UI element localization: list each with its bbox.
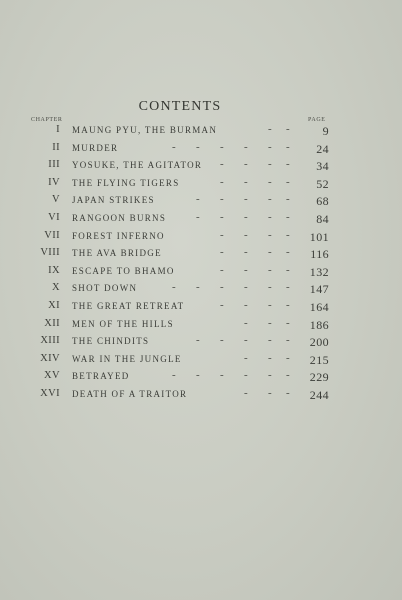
dot-leader: - xyxy=(268,298,272,311)
dot-leader: - xyxy=(286,193,290,206)
page-column-header: PAGE xyxy=(308,117,326,123)
chapter-number: I xyxy=(56,124,60,135)
chapter-number: X xyxy=(52,282,60,294)
dot-leader: - xyxy=(286,351,290,364)
dot-leader: - xyxy=(268,369,272,382)
dot-leader: - xyxy=(268,351,272,364)
chapter-number: XI xyxy=(48,299,60,311)
dot-leader: - xyxy=(244,175,248,188)
dot-leader: - xyxy=(220,175,224,188)
page-number: 101 xyxy=(309,229,329,244)
toc-entry xyxy=(0,300,402,318)
dot-leader: - xyxy=(220,228,224,241)
page-number: 24 xyxy=(316,141,329,156)
page-number: 147 xyxy=(309,282,329,297)
chapter-title: RANGOON BURNS xyxy=(72,212,167,223)
dot-leader: - xyxy=(268,210,272,223)
chapter-title: THE CHINDITS xyxy=(72,336,150,347)
dot-leader: - xyxy=(244,246,248,259)
dot-leader: - xyxy=(220,334,224,347)
toc-entry xyxy=(0,318,402,336)
dot-leader: - xyxy=(172,369,176,382)
chapter-number: IX xyxy=(48,264,60,276)
toc-entry xyxy=(0,194,402,212)
dot-leader: - xyxy=(244,316,248,329)
page-number: 68 xyxy=(316,194,329,209)
chapter-number: V xyxy=(52,194,60,206)
dot-leader: - xyxy=(268,140,272,153)
chapter-number: XIII xyxy=(40,335,60,347)
chapter-title: THE AVA BRIDGE xyxy=(72,248,162,259)
page-number: 34 xyxy=(316,159,329,174)
dot-leader: - xyxy=(244,334,248,347)
dot-leader: - xyxy=(220,193,224,206)
dot-leader: - xyxy=(244,263,248,276)
chapter-title: FOREST INFERNO xyxy=(72,230,165,241)
dot-leader: - xyxy=(244,386,248,399)
dot-leader: - xyxy=(196,281,200,294)
dot-leader: - xyxy=(268,316,272,329)
page-number: 200 xyxy=(309,335,329,350)
toc-entry xyxy=(0,247,402,265)
chapter-title: ESCAPE TO BHAMO xyxy=(72,265,175,276)
dot-leader: - xyxy=(268,123,272,135)
toc-entry xyxy=(0,124,402,142)
page-number: 215 xyxy=(309,352,329,367)
chapter-title: THE FLYING TIGERS xyxy=(72,177,180,188)
dot-leader: - xyxy=(286,281,290,294)
dot-leader: - xyxy=(268,386,272,399)
dot-leader: - xyxy=(286,175,290,188)
dot-leader: - xyxy=(220,298,224,311)
chapter-title: SHOT DOWN xyxy=(72,283,138,294)
page-number: 52 xyxy=(316,176,329,191)
dot-leader: - xyxy=(220,210,224,223)
dot-leader: - xyxy=(286,369,290,382)
toc-entry xyxy=(0,353,402,371)
chapter-number: VII xyxy=(44,229,60,241)
dot-leader: - xyxy=(286,298,290,311)
page-number: 164 xyxy=(309,299,329,314)
page-number: 244 xyxy=(309,387,329,402)
chapter-number: XVI xyxy=(40,387,60,399)
dot-leader: - xyxy=(196,193,200,206)
dot-leader: - xyxy=(244,210,248,223)
chapter-number: VI xyxy=(48,211,60,223)
chapter-title: MAUNG PYU, THE BURMAN xyxy=(72,125,218,135)
toc-entry xyxy=(0,212,402,230)
dot-leader: - xyxy=(268,334,272,347)
toc-entry xyxy=(0,142,402,160)
toc-entry xyxy=(0,230,402,248)
page-number: 229 xyxy=(309,370,329,385)
toc-entry xyxy=(0,370,402,388)
dot-leader: - xyxy=(268,281,272,294)
dot-leader: - xyxy=(268,246,272,259)
dot-leader: - xyxy=(286,140,290,153)
dot-leader: - xyxy=(220,263,224,276)
dot-leader: - xyxy=(286,228,290,241)
chapter-number: XII xyxy=(44,317,60,329)
dot-leader: - xyxy=(196,369,200,382)
page-number: 132 xyxy=(309,264,329,279)
dot-leader: - xyxy=(268,228,272,241)
chapter-title: MEN OF THE HILLS xyxy=(72,318,174,329)
dot-leader: - xyxy=(220,140,224,153)
toc-entry xyxy=(0,265,402,283)
dot-leader: - xyxy=(286,386,290,399)
dot-leader: - xyxy=(244,281,248,294)
dot-leader: - xyxy=(286,316,290,329)
dot-leader: - xyxy=(196,334,200,347)
chapter-number: XV xyxy=(44,370,60,382)
dot-leader: - xyxy=(244,158,248,171)
dot-leader: - xyxy=(268,158,272,171)
chapter-number: IV xyxy=(48,176,60,188)
table-of-contents xyxy=(0,124,402,406)
chapter-title: JAPAN STRIKES xyxy=(72,195,155,206)
dot-leader: - xyxy=(244,228,248,241)
chapter-title: MURDER xyxy=(72,142,119,153)
dot-leader: - xyxy=(286,123,290,135)
page-number: 9 xyxy=(322,124,329,138)
dot-leader: - xyxy=(196,210,200,223)
page-number: 186 xyxy=(309,317,329,332)
dot-leader: - xyxy=(286,263,290,276)
chapter-title: YOSUKE, THE AGITATOR xyxy=(72,160,203,171)
chapter-number: XIV xyxy=(40,352,60,364)
page-number: 84 xyxy=(316,211,329,226)
chapter-title: DEATH OF A TRAITOR xyxy=(72,388,188,399)
dot-leader: - xyxy=(268,175,272,188)
dot-leader: - xyxy=(196,140,200,153)
dot-leader: - xyxy=(244,369,248,382)
chapter-title: BETRAYED xyxy=(72,371,130,382)
dot-leader: - xyxy=(220,281,224,294)
chapter-number: VIII xyxy=(40,247,60,259)
chapter-title: WAR IN THE JUNGLE xyxy=(72,353,182,364)
toc-entry xyxy=(0,159,402,177)
contents-title: CONTENTS xyxy=(138,99,222,114)
toc-entry xyxy=(0,388,402,406)
chapter-number: III xyxy=(48,159,60,171)
dot-leader: - xyxy=(244,298,248,311)
dot-leader: - xyxy=(220,246,224,259)
dot-leader: - xyxy=(268,193,272,206)
dot-leader: - xyxy=(220,369,224,382)
chapter-column-header: CHAPTER xyxy=(31,117,63,123)
chapter-number: II xyxy=(52,141,60,153)
dot-leader: - xyxy=(286,210,290,223)
dot-leader: - xyxy=(286,158,290,171)
page-number: 116 xyxy=(310,247,329,262)
chapter-title: THE GREAT RETREAT xyxy=(72,300,185,311)
toc-entry xyxy=(0,282,402,300)
dot-leader: - xyxy=(172,281,176,294)
dot-leader: - xyxy=(286,246,290,259)
dot-leader: - xyxy=(244,140,248,153)
toc-entry xyxy=(0,177,402,195)
dot-leader: - xyxy=(244,351,248,364)
dot-leader: - xyxy=(286,334,290,347)
dot-leader: - xyxy=(244,193,248,206)
toc-entry xyxy=(0,335,402,353)
dot-leader: - xyxy=(268,263,272,276)
dot-leader: - xyxy=(172,140,176,153)
dot-leader: - xyxy=(220,158,224,171)
